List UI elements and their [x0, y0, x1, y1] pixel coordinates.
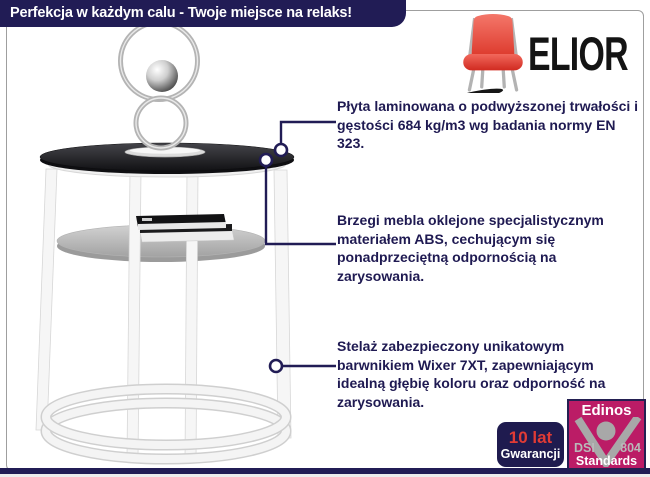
feature-text-laminate: Płyta laminowana o podwyższonej trwałości i gęstości 684 kg/m3 wg badania normy EN 323.: [337, 98, 639, 151]
brand-logo: [460, 13, 650, 93]
certificate-badge: [567, 399, 646, 470]
ring-lamp-ornament: [121, 23, 206, 158]
bottom-divider-bar: [0, 468, 650, 474]
warranty-label: Gwarancji: [500, 446, 561, 461]
certificate-left-text: DSI: [574, 441, 595, 455]
warranty-badge: [497, 422, 564, 467]
warranty-years: 10 lat: [508, 427, 553, 447]
books-decor: [136, 214, 234, 242]
table-base-rings: [46, 389, 286, 459]
brand-name: ELIOR: [528, 26, 628, 80]
certificate-bottom-text: Standards: [575, 454, 638, 468]
certificate-brand: Edinos: [581, 402, 632, 419]
feature-text-abs-edges: Brzegi mebla oklejone specjalistycznym materiałem ABS, cechującym się ponadprzeciętną odpornością na zarysowania.: [337, 212, 604, 284]
red-chair-icon: [460, 13, 526, 93]
feature-text-frame-paint: Stelaż zabezpieczony unikatowym barwnikiem Wixer 7XT, zapewniającym idealną głębię koloru oraz odporność na zarysowania.: [337, 338, 606, 410]
product-image-side-table: [8, 12, 330, 470]
table-frame-posts: [127, 170, 198, 462]
banner-text: Perfekcja w każdym calu - Twoje miejsce na relaks!: [10, 5, 352, 21]
certificate-right-text: 804: [620, 441, 641, 455]
top-banner: [0, 0, 406, 27]
